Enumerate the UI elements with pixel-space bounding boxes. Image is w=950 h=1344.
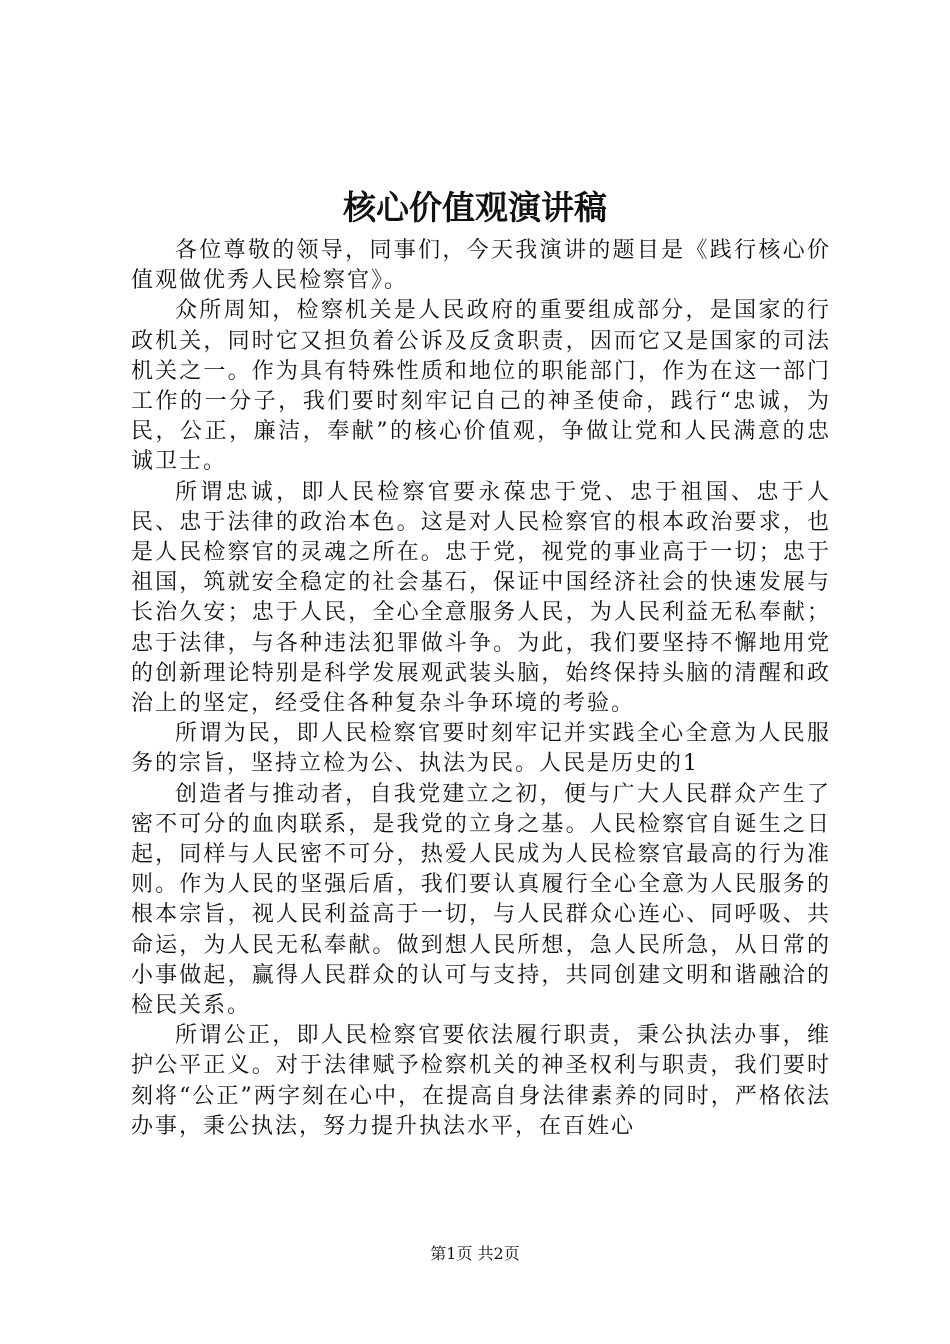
- page-footer: 第1页 共2页: [430, 1244, 520, 1263]
- paragraph-creators: 创造者与推动者，自我党建立之初，便与广大人民群众产生了密不可分的血肉联系，是我党的立身之基。人民检察官自诞生之日起，同样与人民密不可分，热爱人民成为人民检察官最高的行为准则。作为人民的坚强后盾，我们要认真履行全心全意为人民服务的根本宗旨，视人民利益高于一切，与人民群众心连心、同呼吸、共命运，为人民无私奉献。做到想人民所想，急人民所急，从日常的小事做起，赢得人民群众的认可与支持，共同创建文明和谐融洽的检民关系。: [131, 781, 831, 1019]
- document-title: 核心价值观演讲稿: [343, 188, 607, 227]
- paragraph-justice: 所谓公正，即人民检察官要依法履行职责，秉公执法办事，维护公平正义。对于法律赋予检察机关的神圣权利与职责，我们要时刻将“公正”两字刻在心中，在提高自身法律素养的同时，严格依法办事，秉公执法，努力提升执法水平，在百姓心: [131, 1023, 831, 1139]
- paragraph-for-people: 所谓为民，即人民检察官要时刻牢记并实践全心全意为人民服务的宗旨，坚持立检为公、执法为民。人民是历史的1: [131, 721, 831, 777]
- paragraph-greeting: 各位尊敬的领导，同事们，今天我演讲的题目是《践行核心价值观做优秀人民检察官》。: [131, 238, 831, 294]
- paragraph-intro: 众所周知，检察机关是人民政府的重要组成部分，是国家的行政机关，同时它又担负着公诉及反贪职责，因而它又是国家的司法机关之一。作为具有特殊性质和地位的职能部门，作为在这一部门工作的一分子，我们要时刻牢记自己的神圣使命，践行“忠诚，为民，公正，廉洁，奉献”的核心价值观，争做让党和人民满意的忠诚卫士。: [131, 298, 831, 475]
- document-body: [131, 236, 831, 1142]
- paragraph-loyalty: 所谓忠诚，即人民检察官要永葆忠于党、忠于祖国、忠于人民、忠于法律的政治本色。这是对人民检察官的根本政治要求，也是人民检察官的灵魂之所在。忠于党，视党的事业高于一切；忠于祖国，筑就安全稳定的社会基石，保证中国经济社会的快速发展与长治久安；忠于人民，全心全意服务人民，为人民利益无私奉献；忠于法律，与各种违法犯罪做斗争。为此，我们要坚持不懈地用党的创新理论特别是科学发展观武装头脑，始终保持头脑的清醒和政治上的坚定，经受住各种复杂斗争环境的考验。: [131, 479, 831, 717]
